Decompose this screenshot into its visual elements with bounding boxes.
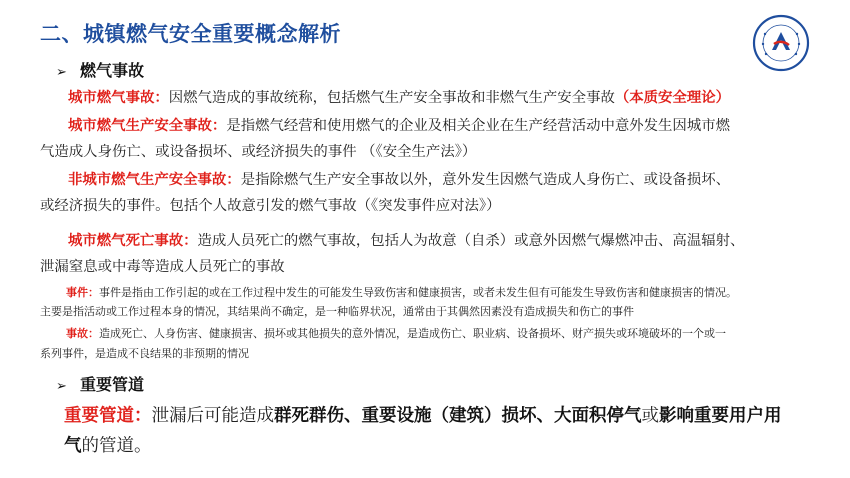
pipeline-bold1: 群死群伤、重要设施（建筑）损坏、大面积停气	[274, 406, 642, 426]
nonproduction-accident-label: 非城市燃气生产安全事故：	[68, 172, 241, 188]
pipeline-bold3: 气	[64, 436, 82, 456]
section-heading: 燃气事故	[80, 61, 145, 80]
arrow-bullet-icon: ➢	[56, 65, 67, 80]
production-accident-label: 城市燃气生产安全事故：	[68, 118, 227, 134]
nonproduction-accident-line2: 或经济损失的事件。包括个人故意引发的燃气事故（《突发事件应对法》）	[40, 198, 501, 214]
pipeline-text1: 泄漏后可能造成	[151, 406, 274, 426]
section-fuel-accident	[56, 58, 144, 81]
section-heading: 重要管道	[80, 375, 145, 394]
event-line2: 主要是指活动或工作过程本身的情况，其结果尚不确定，是一种临界状况，通常由于其偶然因素没有造成损失和伤亡的事件	[40, 305, 634, 318]
section-important-pipeline	[56, 372, 144, 395]
pipeline-bold2: 影响重要用户用	[659, 406, 782, 426]
event-label: 事件：	[66, 286, 99, 299]
china-gas-association-logo	[752, 14, 810, 72]
event-text1: 事件是指由工作引起的或在工作过程中发生的可能发生导致伤害和健康损害，或者未发生但有可能发生导致伤害和健康损害的情况。	[99, 286, 737, 299]
urban-accident-text: 因燃气造成的事故统称，包括燃气生产安全事故和非燃气生产安全事故	[168, 90, 615, 106]
pipeline-definition-line1	[64, 402, 782, 427]
production-accident-line1	[68, 114, 730, 135]
death-accident-label: 城市燃气死亡事故：	[68, 233, 198, 249]
death-accident-text1: 造成人员死亡的燃气事故，包括人为故意（自杀）或意外因燃气爆燃冲击、高温辐射、	[197, 233, 745, 249]
arrow-bullet-icon: ➢	[56, 379, 67, 394]
nonproduction-accident-text1: 是指除燃气生产安全事故以外，意外发生因燃气造成人身伤亡、或设备损坏、	[240, 172, 730, 188]
urban-accident-tag: （本质安全理论）	[614, 90, 731, 106]
accident-line1	[66, 325, 726, 341]
death-accident-line2: 泄漏窒息或中毒等造成人员死亡的事故	[40, 259, 285, 275]
production-accident-line2: 气造成人身伤亡、或设备损坏、或经济损失的事件 （《安全生产法》）	[40, 144, 477, 160]
accident-label: 事故：	[66, 327, 99, 340]
pipeline-definition-line2	[64, 432, 152, 457]
accident-text1: 造成死亡、人身伤害、健康损害、损坏或其他损失的意外情况，是造成伤亡、职业病、设备损坏、财产损失或环境破坏的一个或一	[99, 327, 726, 340]
nonproduction-accident-line1	[68, 168, 730, 189]
event-line1	[66, 284, 737, 300]
pipeline-text2: 或	[641, 406, 659, 426]
production-accident-text1: 是指燃气经营和使用燃气的企业及相关企业在生产经营活动中意外发生因城市燃	[226, 118, 730, 134]
accident-line2: 系列事件，是造成不良结果的非预期的情况	[40, 347, 249, 360]
urban-accident-line	[68, 86, 730, 107]
page-title: 二、城镇燃气安全重要概念解析	[40, 22, 341, 46]
urban-accident-label: 城市燃气事故：	[68, 90, 169, 106]
pipeline-text3: 的管道。	[81, 436, 152, 456]
pipeline-label: 重要管道：	[64, 406, 152, 426]
death-accident-line1	[68, 229, 744, 250]
